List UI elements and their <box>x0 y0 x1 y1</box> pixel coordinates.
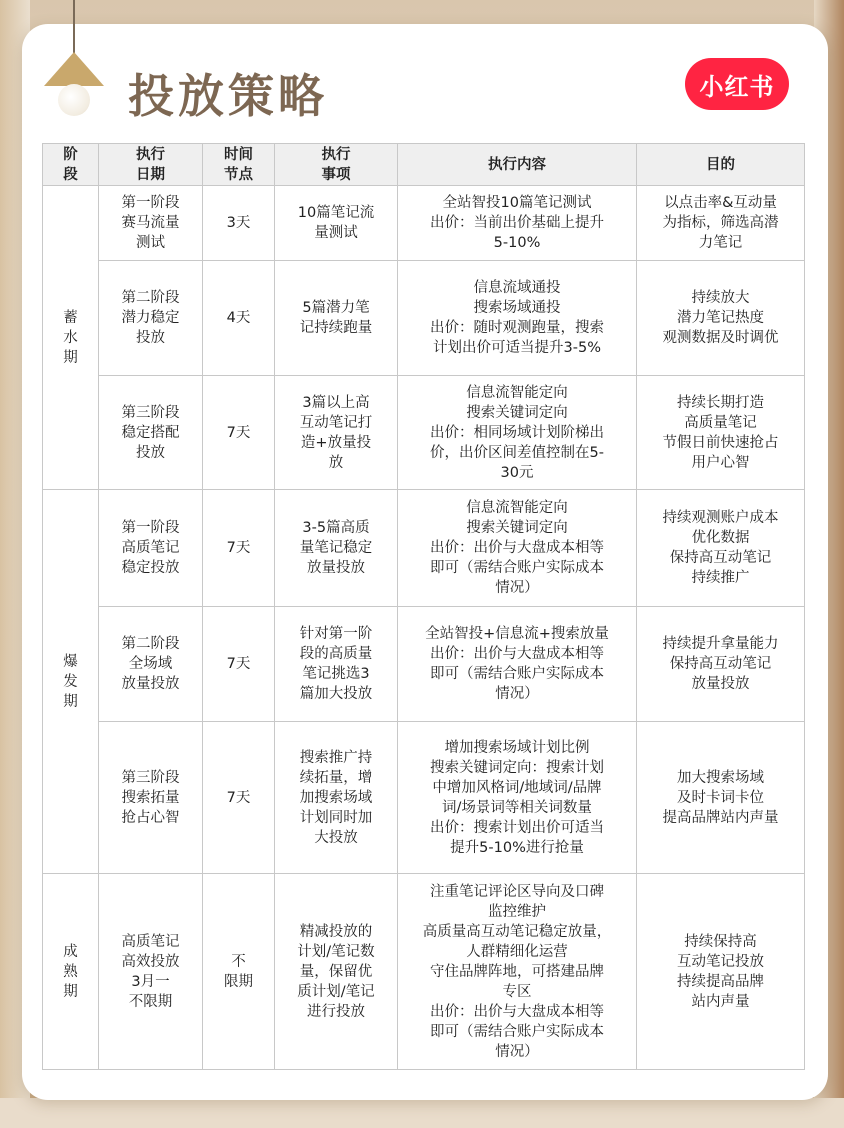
date-cell: 第三阶段 稳定搭配 投放 <box>99 376 203 490</box>
header-duration: 时间 节点 <box>203 144 275 186</box>
table-row <box>43 722 805 874</box>
header-task: 执行 事项 <box>275 144 398 186</box>
date-cell: 高质笔记 高效投放 3月一 不限期 <box>99 874 203 1070</box>
period-cell: 爆 发 期 <box>43 490 99 874</box>
lamp-cord <box>73 0 75 58</box>
task-cell: 3篇以上高 互动笔记打 造+放量投 放 <box>275 376 398 490</box>
duration-cell: 7天 <box>203 722 275 874</box>
task-cell: 针对第一阶 段的高质量 笔记挑选3 篇加大投放 <box>275 607 398 722</box>
task-cell: 3-5篇高质 量笔记稳定 放量投放 <box>275 490 398 607</box>
duration-cell: 4天 <box>203 261 275 376</box>
table-row <box>43 376 805 490</box>
duration-cell: 7天 <box>203 607 275 722</box>
lamp-icon <box>44 52 104 86</box>
period-cell: 蓄 水 期 <box>43 186 99 490</box>
content-cell: 注重笔记评论区导向及口碑 监控维护 高质量高互动笔记稳定放量， 人群精细化运营 守住品牌阵地，可搭建品牌 专区 出价：出价与大盘成本相等 即可（需结合账户实际成本 情况） <box>398 874 637 1070</box>
task-cell: 10篇笔记流 量测试 <box>275 186 398 261</box>
duration-cell: 不 限期 <box>203 874 275 1070</box>
duration-cell: 7天 <box>203 376 275 490</box>
header-date: 执行 日期 <box>99 144 203 186</box>
header-goal: 目的 <box>637 144 805 186</box>
table-header-row <box>43 144 805 186</box>
date-cell: 第二阶段 潜力稳定 投放 <box>99 261 203 376</box>
date-cell: 第二阶段 全场域 放量投放 <box>99 607 203 722</box>
table-row <box>43 261 805 376</box>
content-cell: 信息流智能定向 搜索关键词定向 出价：相同场域计划阶梯出 价，出价区间差值控制在5- 30元 <box>398 376 637 490</box>
table-row <box>43 490 805 607</box>
goal-cell: 持续放大 潜力笔记热度 观测数据及时调优 <box>637 261 805 376</box>
duration-cell: 7天 <box>203 490 275 607</box>
table-row <box>43 186 805 261</box>
lamp-bulb-icon <box>58 84 90 116</box>
content-cell: 增加搜索场域计划比例 搜索关键词定向：搜索计划 中增加风格词/地域词/品牌 词/场景词等相关词数量 出价：搜索计划出价可适当 提升5-10%进行抢量 <box>398 722 637 874</box>
goal-cell: 以点击率&互动量 为指标，筛选高潜 力笔记 <box>637 186 805 261</box>
date-cell: 第一阶段 赛马流量 测试 <box>99 186 203 261</box>
header-content: 执行内容 <box>398 144 637 186</box>
content-cell: 信息流智能定向 搜索关键词定向 出价：出价与大盘成本相等 即可（需结合账户实际成本 情况） <box>398 490 637 607</box>
content-cell: 信息流域通投 搜索场域通投 出价：随时观测跑量，搜索 计划出价可适当提升3-5% <box>398 261 637 376</box>
task-cell: 搜索推广持 续拓量，增 加搜索场域 计划同时加 大投放 <box>275 722 398 874</box>
strategy-table <box>42 143 805 1070</box>
duration-cell: 3天 <box>203 186 275 261</box>
task-cell: 精减投放的 计划/笔记数 量，保留优 质计划/笔记 进行投放 <box>275 874 398 1070</box>
content-cell: 全站智投+信息流+搜索放量 出价：出价与大盘成本相等 即可（需结合账户实际成本 情况） <box>398 607 637 722</box>
task-cell: 5篇潜力笔 记持续跑量 <box>275 261 398 376</box>
goal-cell: 持续提升拿量能力 保持高互动笔记 放量投放 <box>637 607 805 722</box>
table-row <box>43 607 805 722</box>
content-cell: 全站智投10篇笔记测试 出价：当前出价基础上提升 5-10% <box>398 186 637 261</box>
goal-cell: 持续观测账户成本 优化数据 保持高互动笔记 持续推广 <box>637 490 805 607</box>
goal-cell: 加大搜索场域 及时卡词卡位 提高品牌站内声量 <box>637 722 805 874</box>
header-stage: 阶 段 <box>43 144 99 186</box>
period-cell: 成 熟 期 <box>43 874 99 1070</box>
background-floor <box>0 1098 844 1128</box>
goal-cell: 持续长期打造 高质量笔记 节假日前快速抢占 用户心智 <box>637 376 805 490</box>
xiaohongshu-logo: 小红书 <box>685 58 789 110</box>
goal-cell: 持续保持高 互动笔记投放 持续提高品牌 站内声量 <box>637 874 805 1070</box>
date-cell: 第一阶段 高质笔记 稳定投放 <box>99 490 203 607</box>
table-row <box>43 874 805 1070</box>
date-cell: 第三阶段 搜索拓量 抢占心智 <box>99 722 203 874</box>
page-title: 投放策略 <box>128 69 328 123</box>
